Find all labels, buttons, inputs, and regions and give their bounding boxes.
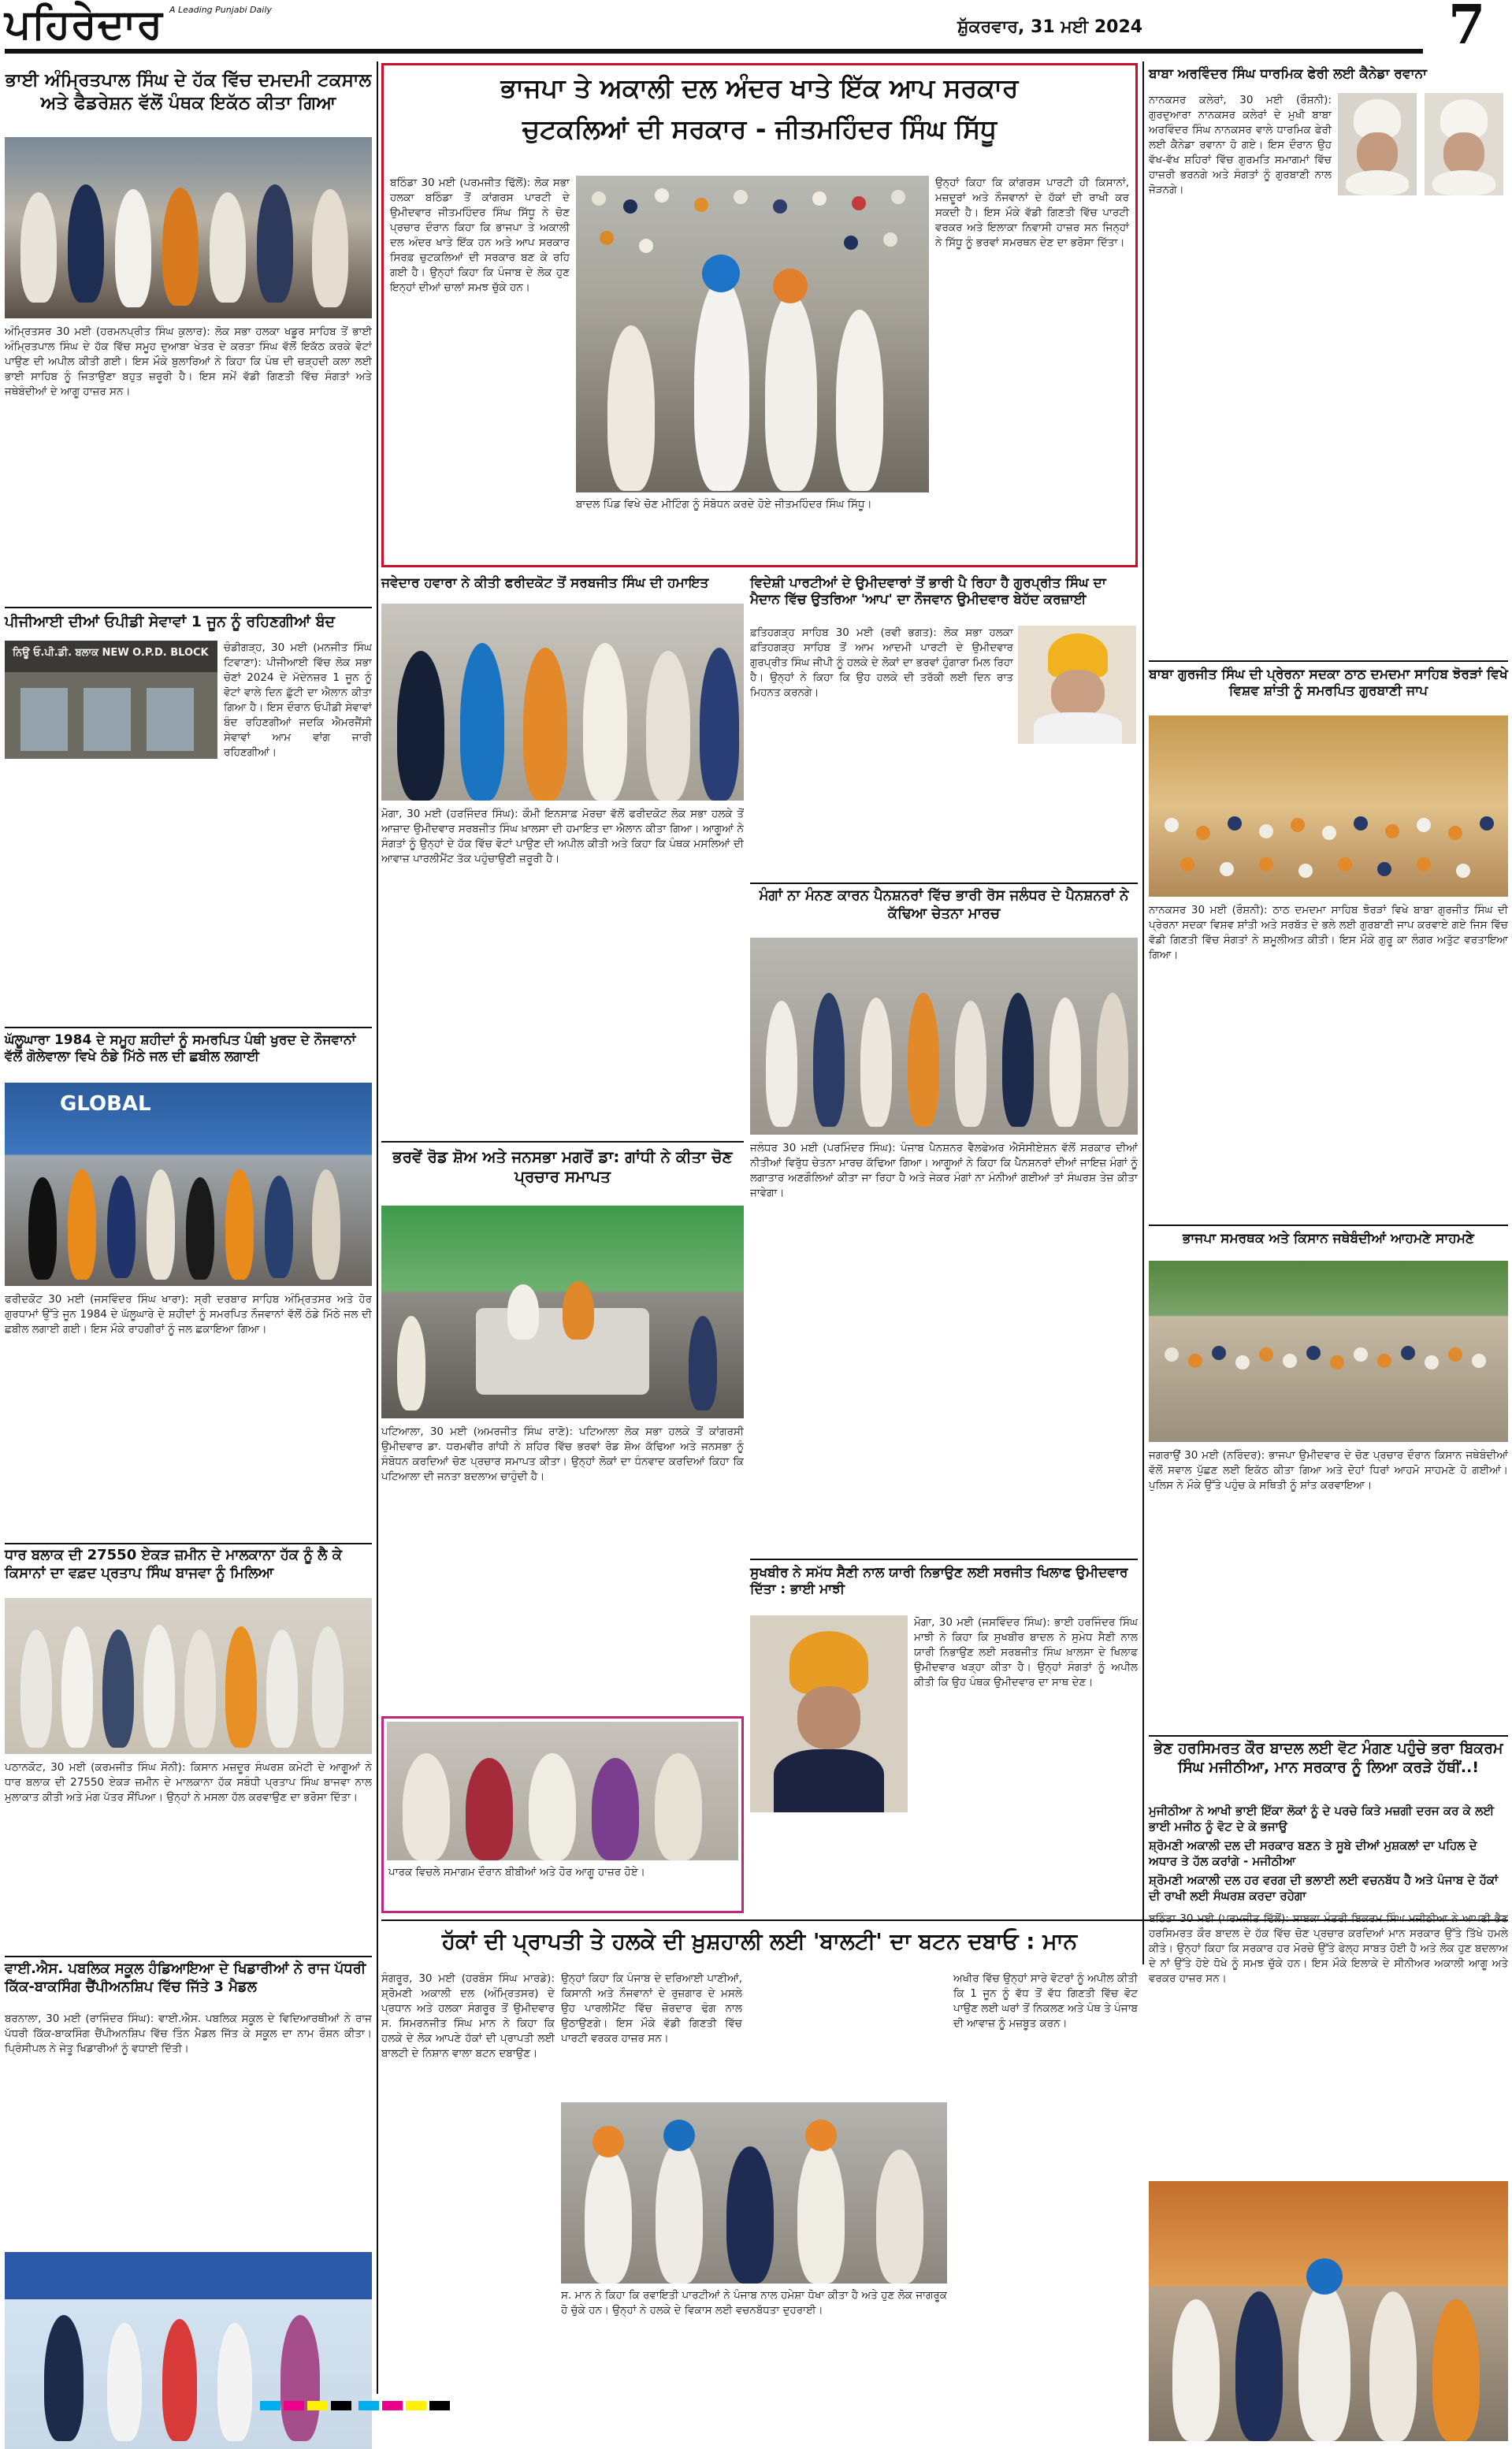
lead-headline: ਭਾਜਪਾ ਤੇ ਅਕਾਲੀ ਦਲ ਅੰਦਰ ਖਾਤੇ ਇੱਕ ਆਪ ਸਰਕਾਰ: [500, 72, 1019, 103]
story-divider: [750, 1559, 1138, 1560]
story-divider: [5, 1027, 372, 1028]
story-bullet: ਸ਼੍ਰੋਮਣੀ ਅਕਾਲੀ ਦਲ ਹਰ ਵਰਗ ਦੀ ਭਲਾਈ ਲਈ ਵਚਨਬੱਧ ਹੈ ਅਤੇ ਪੰਜਾਬ ਦੇ ਹੱਕਾਂ ਦੀ ਰਾਖੀ ਲਈ ਸੰਘਰਸ਼ ਕਰਦਾ ਰਹੇਗਾ: [1149, 1873, 1499, 1904]
tagline: A Leading Punjabi Daily: [169, 5, 272, 15]
portrait-photo: [1338, 93, 1417, 195]
story-body: ਨਾਨਕਸਰ 30 ਮਈ (ਰੌਸ਼ਨੀ): ਠਾਠ ਦਮਦਮਾ ਸਾਹਿਬ ਝੋਰੜਾਂ ਵਿਖੇ ਬਾਬਾ ਗੁਰਜੀਤ ਸਿੰਘ ਦੀ ਪ੍ਰੇਰਨਾ ਸਦਕਾ ਵਿਸ਼ਵ ਸ਼ਾਂਤੀ ਅਤੇ ਸਰਬੱਤ ਦੇ ਭਲੇ ਲਈ ਗੁਰਬਾਣੀ ਜਾਪ ਕਰਵਾਏ ਗਏ ਜਿਸ ਵਿੱਚ ਵੱਡੀ ਗਿਣਤੀ ਵਿੱਚ ਸੰਗਤਾਂ ਨੇ ਸ਼ਮੂਲੀਅਤ ਕੀਤੀ। ਇਸ ਮੌਕੇ ਗੁਰੂ ਕਾ ਲੰਗਰ ਅਤੁੱਟ ਵਰਤਾਇਆ ਗਿਆ।: [1149, 904, 1508, 961]
story-headline: ਭਰਵੇਂ ਰੋਡ ਸ਼ੋਅ ਅਤੇ ਜਨਸਭਾ ਮਗਰੋਂ ਡਾ: ਗਾਂਧੀ ਨੇ ਕੀਤਾ ਚੋਣ ਪ੍ਰਚਾਰ ਸਮਾਪਤ: [392, 1147, 733, 1186]
story-body: ਸ. ਮਾਨ ਨੇ ਕਿਹਾ ਕਿ ਰਵਾਇਤੀ ਪਾਰਟੀਆਂ ਨੇ ਪੰਜਾਬ ਨਾਲ ਹਮੇਸ਼ਾ ਧੋਖਾ ਕੀਤਾ ਹੈ ਅਤੇ ਹੁਣ ਲੋਕ ਜਾਗਰੂਕ ਹੋ ਚੁੱਕੇ ਹਨ। ਉਨ੍ਹਾਂ ਨੇ ਹਲਕੇ ਦੇ ਵਿਕਾਸ ਲਈ ਵਚਨਬੱਧਤਾ ਦੁਹਰਾਈ।: [561, 2289, 947, 2317]
bottom-story: [381, 1924, 1138, 2397]
story-headline: ਭਾਜਪਾ ਸਮਰਥਕ ਅਤੇ ਕਿਸਾਨ ਜਥੇਬੰਦੀਆਂ ਆਹਮਣੇ ਸਾਹਮਣੇ: [1183, 1231, 1474, 1247]
print-color-strip: [260, 2399, 1284, 2408]
story-headline: ਜਵੇਦਾਰ ਹਵਾਰਾ ਨੇ ਕੀਤੀ ਫਰੀਦਕੋਟ ਤੋਂ ਸਰਬਜੀਤ ਸਿੰਘ ਦੀ ਹਮਾਇਤ: [381, 575, 709, 591]
lead-story-box: [381, 63, 1138, 567]
story-body: ਜਗਰਾਉਂ 30 ਮਈ (ਨਰਿੰਦਰ): ਭਾਜਪਾ ਉਮੀਦਵਾਰ ਦੇ ਚੋਣ ਪ੍ਰਚਾਰ ਦੌਰਾਨ ਕਿਸਾਨ ਜਥੇਬੰਦੀਆਂ ਵੱਲੋਂ ਸਵਾਲ ਪੁੱਛਣ ਲਈ ਇਕੱਠ ਕੀਤਾ ਗਿਆ ਅਤੇ ਦੋਹਾਂ ਧਿਰਾਂ ਆਹਮੋ ਸਾਹਮਣੇ ਹੋ ਗਈਆਂ। ਪੁਲਿਸ ਨੇ ਮੌਕੇ ਉੱਤੇ ਪਹੁੰਚ ਕੇ ਸਥਿਤੀ ਨੂੰ ਸ਼ਾਂਤ ਕਰਵਾਇਆ।: [1149, 1449, 1508, 1492]
lead-body: ਬਠਿੰਡਾ 30 ਮਈ (ਪਰਮਜੀਤ ਢਿੱਲੋਂ): ਲੋਕ ਸਭਾ ਹਲਕਾ ਬਠਿੰਡਾ ਤੋਂ ਕਾਂਗਰਸ ਪਾਰਟੀ ਦੇ ਉਮੀਦਵਾਰ ਜੀਤਮਹਿੰਦਰ ਸਿੰਘ ਸਿੱਧੂ ਨੇ ਚੋਣ ਪ੍ਰਚਾਰ ਦੌਰਾਨ ਕਿਹਾ ਕਿ ਭਾਜਪਾ ਤੇ ਅਕਾਲੀ ਦਲ ਅੰਦਰ ਖਾਤੇ ਇੱਕ ਹਨ ਅਤੇ ਆਪ ਸਰਕਾਰ ਸਿਰਫ਼ ਚੁਟਕਲਿਆਂ ਦੀ ਸਰਕਾਰ ਬਣ ਕੇ ਰਹਿ ਗਈ ਹੈ। ਉਨ੍ਹਾਂ ਕਿਹਾ ਕਿ ਪੰਜਾਬ ਦੇ ਲੋਕ ਹੁਣ ਇਨ੍ਹਾਂ ਦੀਆਂ ਚਾਲਾਂ ਸਮਝ ਚੁੱਕੇ ਹਨ।: [390, 177, 570, 294]
lead-headline-2: ਚੁਟਕਲਿਆਂ ਦੀ ਸਰਕਾਰ - ਜੀਤਮਹਿੰਦਰ ਸਿੰਘ ਸਿੱਧੂ: [522, 113, 997, 144]
story-headline: ਧਾਰ ਬਲਾਕ ਦੀ 27550 ਏਕੜ ਜ਼ਮੀਨ ਦੇ ਮਾਲਕਾਨਾ ਹੱਕ ਨੂੰ ਲੈ ਕੇ ਕਿਸਾਨਾਂ ਦਾ ਵਫ਼ਦ ਪ੍ਰਤਾਪ ਸਿੰਘ ਬਾਜਵਾ ਨੂੰ ਮਿਲਿਆ: [5, 1547, 342, 1581]
story-body: ਉਨ੍ਹਾਂ ਕਿਹਾ ਕਿ ਪੰਜਾਬ ਦੇ ਦਰਿਆਈ ਪਾਣੀਆਂ, ਕਿਸਾਨੀ ਅਤੇ ਨੌਜਵਾਨਾਂ ਦੇ ਰੁਜ਼ਗਾਰ ਦੇ ਮਸਲੇ ਉਹ ਪਾਰਲੀਮੈਂਟ ਵਿੱਚ ਜ਼ੋਰਦਾਰ ਢੰਗ ਨਾਲ ਉਠਾਉਣਗੇ। ਇਸ ਮੌਕੇ ਵੱਡੀ ਗਿਣਤੀ ਵਿੱਚ ਪਾਰਟੀ ਵਰਕਰ ਹਾਜ਼ਰ ਸਨ।: [561, 1972, 742, 2045]
story-bullet: ਮੁਜੀਠੀਆ ਨੇ ਆਖੀ ਭਾਈ ਇੱਕਾ ਲੋਕਾਂ ਨੂੰ ਦੇ ਪਰਚੇ ਕਿਤੇ ਮਜ਼ਗੀ ਦਰਜ ਕਰ ਕੇ ਲਈ ਭਾਈ ਮਜੀਠ ਨੂੰ ਵੋਟ ਦੇ ਕੇ ਭਜਾਉ: [1149, 1804, 1495, 1834]
story-photo: [381, 604, 744, 801]
story-divider: [1149, 1735, 1508, 1737]
story-headline: ਘੱਲੂਘਾਰਾ 1984 ਦੇ ਸਮੂਹ ਸ਼ਹੀਦਾਂ ਨੂੰ ਸਮਰਪਿਤ ਪੰਥੀ ਖੁਰਦ ਦੇ ਨੌਜਵਾਨਾਂ ਵੱਲੋਂ ਗੋਲੇਵਾਲਾ ਵਿਖੇ ਠੰਡੇ ਮਿੱਠੇ ਜਲ ਦੀ ਛਬੀਲ ਲਗਾਈ: [5, 1032, 356, 1065]
lead-photo: [576, 176, 929, 492]
story-body: ਬਠਿੰਡਾ 30 ਮਈ (ਪਰਮਜੀਤ ਢਿੱਲੋਂ): ਸਾਬਕਾ ਮੰਤਰੀ ਬਿਕਰਮ ਸਿੰਘ ਮਜੀਠੀਆ ਨੇ ਆਪਣੀ ਭੈਣ ਹਰਸਿਮਰਤ ਕੌਰ ਬਾਦਲ ਦੇ ਹੱਕ ਵਿੱਚ ਚੋਣ ਪ੍ਰਚਾਰ ਕਰਦਿਆਂ ਮਾਨ ਸਰਕਾਰ ਉੱਤੇ ਤਿੱਖੇ ਹਮਲੇ ਕੀਤੇ। ਉਨ੍ਹਾਂ ਕਿਹਾ ਕਿ ਸਰਕਾਰ ਹਰ ਮੋਰਚੇ ਉੱਤੇ ਫੇਲ੍ਹ ਸਾਬਤ ਹੋਈ ਹੈ ਅਤੇ ਲੋਕ ਹੁਣ ਬਦਲਾਅ ਦੇ ਨਾਂ ਉੱਤੇ ਹੋਏ ਧੋਖੇ ਨੂੰ ਸਮਝ ਚੁੱਕੇ ਹਨ। ਇਸ ਮੌਕੇ ਇਲਾਕੇ ਦੇ ਸੀਨੀਅਰ ਅਕਾਲੀ ਆਗੂ ਅਤੇ ਵਰਕਰ ਹਾਜ਼ਰ ਸਨ।: [1149, 1912, 1508, 1985]
story-headline: ਭੇਣ ਹਰਸਿਮਰਤ ਕੌਰ ਬਾਦਲ ਲਈ ਵੋਟ ਮੰਗਣ ਪਹੁੰਚੇ ਭਰਾ ਬਿਕਰਮ ਸਿੰਘ ਮਜੀਠੀਆ, ਮਾਨ ਸਰਕਾਰ ਨੂੰ ਲਿਆ ਕਰੜੇ ਹੱਥੀਂ..!: [1154, 1740, 1503, 1776]
story-photo: [1149, 715, 1508, 897]
story-body: ਨਾਨਕਸਰ ਕਲੇਰਾਂ, 30 ਮਈ (ਰੌਸ਼ਨੀ): ਗੁਰਦੁਆਰਾ ਨਾਨਕਸਰ ਕਲੇਰਾਂ ਦੇ ਮੁਖੀ ਬਾਬਾ ਅਰਵਿੰਦਰ ਸਿੰਘ ਨਾਨਕਸਰ ਵਾਲੇ ਧਾਰਮਿਕ ਫੇਰੀ ਲਈ ਕੈਨੇਡਾ ਰਵਾਨਾ ਹੋ ਗਏ। ਇਸ ਦੌਰਾਨ ਉਹ ਵੱਖ-ਵੱਖ ਸ਼ਹਿਰਾਂ ਵਿੱਚ ਗੁਰਮਤਿ ਸਮਾਗਮਾਂ ਵਿੱਚ ਹਾਜ਼ਰੀ ਭਰਨਗੇ ਅਤੇ ਸੰਗਤਾਂ ਨੂੰ ਗੁਰਬਾਣੀ ਨਾਲ ਜੋੜਨਗੇ।: [1149, 94, 1332, 196]
story-body: ਫ਼ਤਿਹਗੜ੍ਹ ਸਾਹਿਬ 30 ਮਈ (ਰਵੀ ਭਗਤ): ਲੋਕ ਸਭਾ ਹਲਕਾ ਫ਼ਤਿਹਗੜ੍ਹ ਸਾਹਿਬ ਤੋਂ ਆਮ ਆਦਮੀ ਪਾਰਟੀ ਦੇ ਉਮੀਦਵਾਰ ਗੁਰਪ੍ਰੀਤ ਸਿੰਘ ਜੀਪੀ ਨੂੰ ਹਲਕੇ ਦੇ ਲੋਕਾਂ ਦਾ ਭਰਵਾਂ ਹੁੰਗਾਰਾ ਮਿਲ ਰਿਹਾ ਹੈ। ਉਨ੍ਹਾਂ ਨੇ ਕਿਹਾ ਕਿ ਉਹ ਹਲਕੇ ਦੀ ਤਰੱਕੀ ਲਈ ਦਿਨ ਰਾਤ ਮਿਹਨਤ ਕਰਨਗੇ।: [750, 626, 1013, 699]
story-divider: [750, 883, 1138, 884]
column-rule-left: [377, 61, 378, 2394]
lead-body-2: ਉਨ੍ਹਾਂ ਕਿਹਾ ਕਿ ਕਾਂਗਰਸ ਪਾਰਟੀ ਹੀ ਕਿਸਾਨਾਂ, ਮਜ਼ਦੂਰਾਂ ਅਤੇ ਨੌਜਵਾਨਾਂ ਦੇ ਹੱਕਾਂ ਦੀ ਰਾਖੀ ਕਰ ਸਕਦੀ ਹੈ। ਇਸ ਮੌਕੇ ਵੱਡੀ ਗਿਣਤੀ ਵਿੱਚ ਪਾਰਟੀ ਵਰਕਰ ਅਤੇ ਇਲਾਕਾ ਨਿਵਾਸੀ ਹਾਜ਼ਰ ਸਨ ਜਿਨ੍ਹਾਂ ਨੇ ਸਿੱਧੂ ਨੂੰ ਭਰਵਾਂ ਸਮਰਥਨ ਦੇਣ ਦਾ ਭਰੋਸਾ ਦਿੱਤਾ।: [935, 177, 1129, 249]
story-headline: ਮੰਗਾਂ ਨਾ ਮੰਨਣ ਕਾਰਨ ਪੈਨਸ਼ਨਰਾਂ ਵਿੱਚ ਭਾਰੀ ਰੋਸ ਜਲੰਧਰ ਦੇ ਪੈਨਸ਼ਨਰਾਂ ਨੇ ਕੱਢਿਆ ਚੇਤਨਾ ਮਾਰਚ: [759, 887, 1129, 922]
masthead-rule: [5, 49, 1423, 54]
portrait-photo: [750, 1615, 908, 1812]
center-subcolumn: [381, 575, 744, 1915]
story-body: ਅਖੀਰ ਵਿੱਚ ਉਨ੍ਹਾਂ ਸਾਰੇ ਵੋਟਰਾਂ ਨੂੰ ਅਪੀਲ ਕੀਤੀ ਕਿ 1 ਜੂਨ ਨੂੰ ਵੱਧ ਤੋਂ ਵੱਧ ਗਿਣਤੀ ਵਿੱਚ ਵੋਟ ਪਾਉਣ ਲਈ ਘਰਾਂ ਤੋਂ ਨਿਕਲਣ ਅਤੇ ਪੰਥ ਤੇ ਪੰਜਾਬ ਦੀ ਆਵਾਜ਼ ਨੂੰ ਮਜ਼ਬੂਤ ਕਰਨ।: [953, 1972, 1138, 2030]
story-body: ਮੋਗਾ, 30 ਮਈ (ਜਸਵਿੰਦਰ ਸਿੰਘ): ਭਾਈ ਹਰਜਿੰਦਰ ਸਿੰਘ ਮਾਝੀ ਨੇ ਕਿਹਾ ਕਿ ਸੁਖਬੀਰ ਬਾਦਲ ਨੇ ਸੁਮੇਧ ਸੈਣੀ ਨਾਲ ਯਾਰੀ ਨਿਭਾਉਣ ਲਈ ਸਰਬਜੀਤ ਸਿੰਘ ਖ਼ਾਲਸਾ ਦੇ ਖਿਲਾਫ ਉਮੀਦਵਾਰ ਖੜ੍ਹਾ ਕੀਤਾ ਹੈ। ਉਨ੍ਹਾਂ ਸੰਗਤਾਂ ਨੂੰ ਅਪੀਲ ਕੀਤੀ ਕਿ ਉਹ ਪੰਥਕ ਉਮੀਦਵਾਰ ਦਾ ਸਾਥ ਦੇਣ।: [914, 1616, 1138, 1689]
story-headline: ਹੱਕਾਂ ਦੀ ਪ੍ਰਾਪਤੀ ਤੇ ਹਲਕੇ ਦੀ ਖ਼ੁਸ਼ਹਾਲੀ ਲਈ 'ਬਾਲਟੀ' ਦਾ ਬਟਨ ਦਬਾਓ : ਮਾਨ: [441, 1928, 1078, 1954]
story-headline: ਬਾਬਾ ਅਰਵਿੰਦਰ ਸਿੰਘ ਧਾਰਮਿਕ ਫੇਰੀ ਲਈ ਕੈਨੇਡਾ ਰਵਾਨਾ: [1149, 66, 1427, 82]
story-headline: ਬਾਬਾ ਗੁਰਜੀਤ ਸਿੰਘ ਦੀ ਪ੍ਰੇਰਨਾ ਸਦਕਾ ਠਾਠ ਦਮਦਮਾ ਸਾਹਿਬ ਝੋਰੜਾਂ ਵਿਖੇ ਵਿਸ਼ਵ ਸ਼ਾਂਤੀ ਨੂੰ ਸਮਰਪਿਤ ਗੁਰਬਾਣੀ ਜਾਪ: [1149, 667, 1508, 700]
column-rule-right: [1142, 61, 1144, 1964]
story-photo: [387, 1722, 738, 1860]
story-divider: [1149, 660, 1508, 662]
story-divider: [381, 1141, 744, 1143]
photo-story-box: [381, 1716, 744, 1913]
story-body: ਬਰਨਾਲਾ, 30 ਮਈ (ਰਾਜਿੰਦਰ ਸਿੰਘ): ਵਾਈ.ਐਸ. ਪਬਲਿਕ ਸਕੂਲ ਦੇ ਵਿਦਿਆਰਥੀਆਂ ਨੇ ਰਾਜ ਪੱਧਰੀ ਕਿੱਕ-ਬਾਕਸਿੰਗ ਚੈਂਪੀਅਨਸ਼ਿਪ ਵਿੱਚ ਤਿੰਨ ਮੈਡਲ ਜਿੱਤ ਕੇ ਸਕੂਲ ਦਾ ਨਾਮ ਰੌਸ਼ਨ ਕੀਤਾ। ਪ੍ਰਿੰਸੀਪਲ ਨੇ ਜੇਤੂ ਖਿਡਾਰੀਆਂ ਨੂੰ ਵਧਾਈ ਦਿੱਤੀ।: [5, 2012, 372, 2055]
story-headline: ਪੀਜੀਆਈ ਦੀਆਂ ਓਪੀਡੀ ਸੇਵਾਵਾਂ 1 ਜੂਨ ਨੂੰ ਰਹਿਣਗੀਆਂ ਬੰਦ: [5, 613, 336, 630]
story-body: ਸੰਗਰੂਰ, 30 ਮਈ (ਹਰਬੰਸ ਸਿੰਘ ਮਾਰਡੇ): ਸ਼੍ਰੋਮਣੀ ਅਕਾਲੀ ਦਲ (ਅੰਮ੍ਰਿਤਸਰ) ਦੇ ਪ੍ਰਧਾਨ ਅਤੇ ਹਲਕਾ ਸੰਗਰੂਰ ਤੋਂ ਉਮੀਦਵਾਰ ਸ. ਸਿਮਰਨਜੀਤ ਸਿੰਘ ਮਾਨ ਨੇ ਕਿਹਾ ਕਿ ਹਲਕੇ ਦੇ ਲੋਕ ਆਪਣੇ ਹੱਕਾਂ ਦੀ ਪ੍ਰਾਪਤੀ ਲਈ ਬਾਲਟੀ ਦੇ ਨਿਸ਼ਾਨ ਵਾਲਾ ਬਟਨ ਦਬਾਉਣ।: [381, 1972, 555, 2060]
lead-caption: ਬਾਦਲ ਪਿੰਡ ਵਿਖੇ ਚੋਣ ਮੀਟਿੰਗ ਨੂੰ ਸੰਬੋਧਨ ਕਰਦੇ ਹੋਏ ਜੀਤਮਹਿੰਦਰ ਸਿੰਘ ਸਿੱਧੂ।: [576, 498, 872, 511]
story-photo: [5, 1083, 372, 1286]
story-divider: [5, 1543, 372, 1544]
story-body: ਫਰੀਦਕੋਟ 30 ਮਈ (ਜਸਵਿੰਦਰ ਸਿੰਘ ਖਾਰਾ): ਸ੍ਰੀ ਦਰਬਾਰ ਸਾਹਿਬ ਅੰਮ੍ਰਿਤਸਰ ਅਤੇ ਹੋਰ ਗੁਰਧਾਮਾਂ ਉੱਤੇ ਜੂਨ 1984 ਦੇ ਘੱਲੂਘਾਰੇ ਦੇ ਸ਼ਹੀਦਾਂ ਨੂੰ ਸਮਰਪਿਤ ਨੌਜਵਾਨਾਂ ਵੱਲੋਂ ਠੰਡੇ ਮਿੱਠੇ ਜਲ ਦੀ ਛਬੀਲ ਲਗਾਈ ਗਈ। ਇਸ ਮੌਕੇ ਰਾਹਗੀਰਾਂ ਨੂੰ ਜਲ ਛਕਾਇਆ ਗਿਆ।: [5, 1293, 372, 1336]
story-body: ਪਠਾਨਕੋਟ, 30 ਮਈ (ਕਰਮਜੀਤ ਸਿੰਘ ਸੋਨੀ): ਕਿਸਾਨ ਮਜ਼ਦੂਰ ਸੰਘਰਸ਼ ਕਮੇਟੀ ਦੇ ਆਗੂਆਂ ਨੇ ਧਾਰ ਬਲਾਕ ਦੀ 27550 ਏਕੜ ਜ਼ਮੀਨ ਦੇ ਮਾਲਕਾਨਾ ਹੱਕ ਸਬੰਧੀ ਪ੍ਰਤਾਪ ਸਿੰਘ ਬਾਜਵਾ ਨਾਲ ਮੁਲਾਕਾਤ ਕੀਤੀ ਅਤੇ ਮੰਗ ਪੱਤਰ ਸੌਂਪਿਆ। ਉਨ੍ਹਾਂ ਨੇ ਮਸਲਾ ਹੱਲ ਕਰਵਾਉਣ ਦਾ ਭਰੋਸਾ ਦਿੱਤਾ।: [5, 1761, 372, 1804]
building-sign: ਨਿਊ ਓ.ਪੀ.ਡੀ. ਬਲਾਕ NEW O.P.D. BLOCK: [13, 647, 209, 659]
story-body: ਅੰਮ੍ਰਿਤਸਰ 30 ਮਈ (ਹਰਮਨਪ੍ਰੀਤ ਸਿੰਘ ਕੁਲਾਰ): ਲੋਕ ਸਭਾ ਹਲਕਾ ਖਡੂਰ ਸਾਹਿਬ ਤੋਂ ਭਾਈ ਅੰਮ੍ਰਿਤਪਾਲ ਸਿੰਘ ਦੇ ਹੱਕ ਵਿੱਚ ਸਮੂਹ ਦੁਆਬਾ ਖੇਤਰ ਦੇ ਕਰਤਾ ਸਿੰਘ ਵੱਲੋਂ ਇਕੱਠ ਕਰਕੇ ਵੋਟਾਂ ਪਾਉਣ ਦੀ ਅਪੀਲ ਕੀਤੀ ਗਈ। ਇਸ ਮੌਕੇ ਬੁਲਾਰਿਆਂ ਨੇ ਕਿਹਾ ਕਿ ਪੰਥ ਦੀ ਚੜ੍ਹਦੀ ਕਲਾ ਲਈ ਭਾਈ ਸਾਹਿਬ ਨੂੰ ਜਿਤਾਉਣਾ ਬਹੁਤ ਜ਼ਰੂਰੀ ਹੈ। ਇਸ ਸਮੇਂ ਵੱਡੀ ਗਿਣਤੀ ਵਿੱਚ ਸੰਗਤਾਂ ਅਤੇ ਜਥੇਬੰਦੀਆਂ ਦੇ ਆਗੂ ਹਾਜ਼ਰ ਸਨ।: [5, 325, 372, 398]
story-photo: [5, 137, 372, 318]
story-bullet: ਸ਼੍ਰੋਮਣੀ ਅਕਾਲੀ ਦਲ ਦੀ ਸਰਕਾਰ ਬਣਨ ਤੇ ਸੂਬੇ ਦੀਆਂ ਮੁਸ਼ਕਲਾਂ ਦਾ ਪਹਿਲ ਦੇ ਅਧਾਰ ਤੇ ਹੱਲ ਕਰਾਂਗੇ - ਮਜੀਠੀਆ: [1149, 1838, 1477, 1869]
portrait-photo: [1018, 626, 1136, 744]
left-column: [5, 61, 372, 2394]
masthead: [0, 0, 1512, 57]
story-body: ਚੰਡੀਗੜ੍ਹ, 30 ਮਈ (ਮਨਜੀਤ ਸਿੰਘ ਟਿਵਾਣਾ): ਪੀਜੀਆਈ ਵਿੱਚ ਲੋਕ ਸਭਾ ਚੋਣਾਂ 2024 ਦੇ ਮੱਦੇਨਜ਼ਰ 1 ਜੂਨ ਨੂੰ ਵੋਟਾਂ ਵਾਲੇ ਦਿਨ ਛੁੱਟੀ ਦਾ ਐਲਾਨ ਕੀਤਾ ਗਿਆ ਹੈ। ਇਸ ਦੌਰਾਨ ਓਪੀਡੀ ਸੇਵਾਵਾਂ ਬੰਦ ਰਹਿਣਗੀਆਂ ਜਦਕਿ ਐਮਰਜੈਂਸੀ ਸੇਵਾਵਾਂ ਆਮ ਵਾਂਗ ਜਾਰੀ ਰਹਿਣਗੀਆਂ।: [224, 641, 372, 759]
story-divider: [5, 607, 372, 608]
issue-date: ਸ਼ੁੱਕਰਵਾਰ, 31 ਮਈ 2024: [957, 17, 1143, 37]
newspaper-logo: ਪਹਿਰੇਦਾਰ: [5, 0, 163, 48]
story-headline: ਭਾਈ ਅੰਮ੍ਰਿਤਪਾਲ ਸਿੰਘ ਦੇ ਹੱਕ ਵਿੱਚ ਦਮਦਮੀ ਟਕਸਾਲ ਅਤੇ ਫੈਡਰੇਸ਼ਨ ਵੱਲੋਂ ਪੰਥਕ ਇਕੱਠ ਕੀਤਾ ਗਿਆ: [5, 70, 372, 113]
story-body: ਪਟਿਆਲਾ, 30 ਮਈ (ਅਮਰਜੀਤ ਸਿੰਘ ਰਾਣੋ): ਪਟਿਆਲਾ ਲੋਕ ਸਭਾ ਹਲਕੇ ਤੋਂ ਕਾਂਗਰਸੀ ਉਮੀਦਵਾਰ ਡਾ. ਧਰਮਵੀਰ ਗਾਂਧੀ ਨੇ ਸ਼ਹਿਰ ਵਿੱਚ ਭਰਵਾਂ ਰੋਡ ਸ਼ੋਅ ਕੱਢਿਆ ਅਤੇ ਜਨਸਭਾ ਨੂੰ ਸੰਬੋਧਨ ਕਰਦਿਆਂ ਚੋਣ ਪ੍ਰਚਾਰ ਸਮਾਪਤ ਕੀਤਾ। ਉਨ੍ਹਾਂ ਲੋਕਾਂ ਦਾ ਧੰਨਵਾਦ ਕਰਦਿਆਂ ਕਿਹਾ ਕਿ ਪਟਿਆਲਾ ਦੀ ਜਨਤਾ ਬਦਲਾਅ ਚਾਹੁੰਦੀ ਹੈ।: [381, 1425, 744, 1483]
story-headline: ਸੁਖਬੀਰ ਨੇ ਸਮੱਧ ਸੈਣੀ ਨਾਲ ਯਾਰੀ ਨਿਭਾਉਣ ਲਈ ਸਰਜੀਤ ਖਿਲਾਫ ਉਮੀਦਵਾਰ ਦਿੱਤਾ : ਭਾਈ ਮਾਝੀ: [750, 1565, 1128, 1598]
story-photo: [561, 2102, 947, 2284]
story-divider: [1149, 1224, 1508, 1226]
right-column: [1149, 61, 1508, 2394]
story-body: ਜਲੰਧਰ 30 ਮਈ (ਪਰਮਿੰਦਰ ਸਿੰਘ): ਪੰਜਾਬ ਪੈਨਸ਼ਨਰ ਵੈਲਫੇਅਰ ਐਸੋਸੀਏਸ਼ਨ ਵੱਲੋਂ ਸਰਕਾਰ ਦੀਆਂ ਨੀਤੀਆਂ ਵਿਰੁੱਧ ਚੇਤਨਾ ਮਾਰਚ ਕੱਢਿਆ ਗਿਆ। ਆਗੂਆਂ ਨੇ ਕਿਹਾ ਕਿ ਪੈਨਸ਼ਨਰਾਂ ਦੀਆਂ ਜਾਇਜ਼ ਮੰਗਾਂ ਨੂੰ ਲਗਾਤਾਰ ਅਣਗੌਲਿਆਂ ਕੀਤਾ ਜਾ ਰਿਹਾ ਹੈ ਅਤੇ ਜੇਕਰ ਮੰਗਾਂ ਨਾ ਮੰਨੀਆਂ ਗਈਆਂ ਤਾਂ ਸੰਘਰਸ਼ ਤੇਜ਼ ਕੀਤਾ ਜਾਵੇਗਾ।: [750, 1142, 1138, 1199]
center-right-subcolumn: [750, 575, 1138, 1915]
photo-caption: ਪਾਰਕ ਵਿਚਲੇ ਸਮਾਗਮ ਦੌਰਾਨ ਬੀਬੀਆਂ ਅਤੇ ਹੋਰ ਆਗੂ ਹਾਜ਼ਰ ਹੋਏ।: [388, 1866, 645, 1879]
story-headline: ਵਿਦੇਸ਼ੀ ਪਾਰਟੀਆਂ ਦੇ ਉਮੀਦਵਾਰਾਂ ਤੋਂ ਭਾਰੀ ਪੈ ਰਿਹਾ ਹੈ ਗੁਰਪ੍ਰੀਤ ਸਿੰਘ ਦਾ ਮੈਦਾਨ ਵਿੱਚ ਉਤਰਿਆ 'ਆਪ' ਦਾ ਨੌਜਵਾਨ ਉਮੀਦਵਾਰ ਬੇਹੱਦ ਕਰਜ਼ਾਈ: [750, 575, 1106, 608]
story-photo: [750, 938, 1138, 1135]
story-divider: [5, 1956, 372, 1957]
story-photo: [381, 1206, 744, 1418]
shop-sign: GLOBAL: [60, 1092, 151, 1116]
page-number: 7: [1448, 0, 1486, 57]
portrait-photo: [1425, 93, 1503, 195]
story-photo: [1149, 1261, 1508, 1442]
story-photo: [5, 1598, 372, 1754]
story-photo: [5, 641, 217, 759]
story-headline: ਵਾਈ.ਐਸ. ਪਬਲਿਕ ਸਕੂਲ ਹੰਡਿਆਇਆ ਦੇ ਖਿਡਾਰੀਆਂ ਨੇ ਰਾਜ ਪੱਧਰੀ ਕਿੱਕ-ਬਾਕਸਿੰਗ ਚੈਂਪੀਅਨਸ਼ਿਪ ਵਿੱਚ ਜਿੱਤੇ 3 ਮੈਡਲ: [5, 1960, 366, 1995]
story-body: ਮੋਗਾ, 30 ਮਈ (ਹਰਜਿੰਦਰ ਸਿੰਘ): ਕੌਮੀ ਇਨਸਾਫ਼ ਮੋਰਚਾ ਵੱਲੋਂ ਫਰੀਦਕੋਟ ਲੋਕ ਸਭਾ ਹਲਕੇ ਤੋਂ ਆਜ਼ਾਦ ਉਮੀਦਵਾਰ ਸਰਬਜੀਤ ਸਿੰਘ ਖ਼ਾਲਸਾ ਦੀ ਹਮਾਇਤ ਦਾ ਐਲਾਨ ਕੀਤਾ ਗਿਆ। ਆਗੂਆਂ ਨੇ ਸੰਗਤਾਂ ਨੂੰ ਉਨ੍ਹਾਂ ਦੇ ਹੱਕ ਵਿੱਚ ਵੋਟਾਂ ਪਾਉਣ ਦੀ ਅਪੀਲ ਕੀਤੀ ਅਤੇ ਕਿਹਾ ਕਿ ਪੰਥਕ ਮਸਲਿਆਂ ਦੀ ਆਵਾਜ਼ ਪਾਰਲੀਮੈਂਟ ਤੱਕ ਪਹੁੰਚਾਉਣੀ ਜ਼ਰੂਰੀ ਹੈ।: [381, 808, 744, 865]
story-photo: [5, 2252, 372, 2449]
